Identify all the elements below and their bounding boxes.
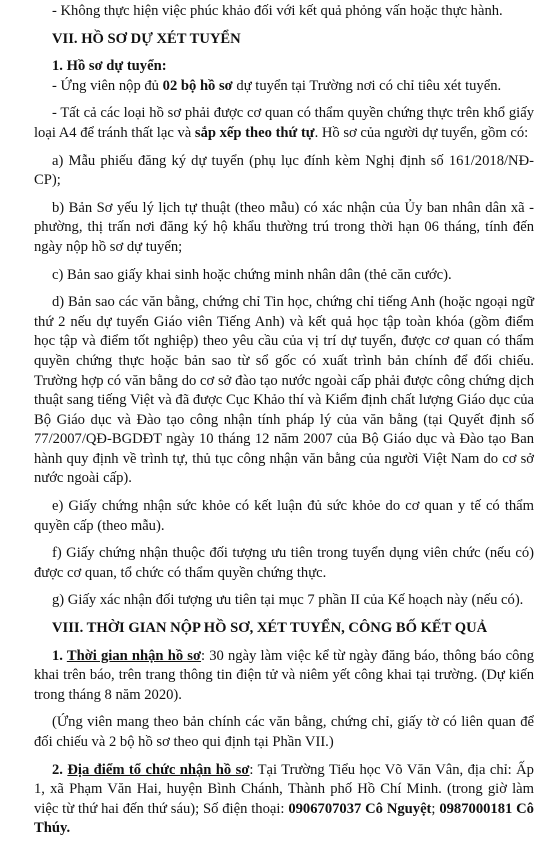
sub1-label: 1. Hồ sơ dự tuyển: [52, 58, 167, 75]
p1-number: 1. [52, 647, 67, 664]
p1-label: Thời gian nhận hồ sơ [66, 647, 202, 664]
contact-1: 0906707037 Cô Nguyệt [288, 800, 432, 817]
bold-count: 02 bộ hồ sơ [162, 77, 233, 94]
text-span: dự tuyển tại Trường nơi có chỉ tiêu xét tuyển. [232, 77, 502, 94]
paragraph-time [34, 647, 534, 706]
list-item-e: e) Giấy chứng nhận sức khỏe có kết luận đủ sức khỏe do cơ quan y tế có thẩm quyền cấp (theo mẫu). [34, 498, 534, 534]
p3-label: Địa điểm tổ chức nhận hồ sơ [67, 761, 250, 778]
section-7-subheading [34, 57, 534, 77]
text-span: . Hồ sơ của người dự tuyển, gồm có: [314, 124, 529, 141]
list-item-a: a) Mẫu phiếu đăng ký dự tuyển (phụ lục đính kèm Nghị định số 161/2018/NĐ-CP); [34, 152, 534, 189]
text-span: - Tất cả các loại hồ sơ phải được cơ quan có thẩm quyền chứng thực trên khổ giấy loại A4 để tránh thất lạc và [34, 105, 534, 141]
section-8-heading: VIII. THỜI GIAN NỘP HỒ SƠ, XÉT TUYỂN, CÔNG BỐ KẾT QUẢ [52, 620, 488, 637]
list-item-f: f) Giấy chứng nhận thuộc đối tượng ưu tiên trong tuyển dụng viên chức (nếu có) được cơ quan, tổ chức có thẩm quyền chứng thực. [34, 545, 534, 581]
bold-order: sắp xếp theo thứ tự [194, 124, 315, 141]
list-item-g: g) Giấy xác nhận đối tượng ưu tiên tại mục 7 phần II của Kế hoạch này (nếu có). [52, 592, 524, 609]
text-span: : Tại Trường Tiểu học Võ Văn Vân, địa chỉ: Ấp 1, xã Phạm Văn Hai, huyện Bình Chánh, Thành phố Hồ Chí Minh. (trong giờ làm việc từ thứ hai đến thứ sáu); Số điện thoại: [34, 761, 534, 817]
intro-line: - Không thực hiện việc phúc khảo đối với kết quả phỏng vấn hoặc thực hành. [52, 3, 503, 19]
paragraph-submit-count [34, 77, 534, 97]
list-item-d: d) Bản sao các văn bằng, chứng chỉ Tin học, chứng chỉ tiếng Anh (hoặc ngoại ngữ thứ 2 nếu dự tuyển Giáo viên Tiếng Anh) và kết quả học tập toàn khóa (gồm điểm học tập và điểm tốt nghiệp) theo yêu cầu của vị trí dự tuyển, được cơ quan có thẩm quyền chứng thực hoặc bản sao từ sổ gốc có xuất trình bản chính để đối chiếu. Trường hợp có văn bằng do cơ sở đào tạo nước ngoài cấp phải được công chứng dịch thuật sang tiếng Việt và đã được Cục Khảo thí và Kiểm định chất lượng Giáo dục của Bộ Giáo dục và Đào tạo công nhận tính pháp lý của văn bằng (tại Quyết định số 77/2007/QĐ-BGDĐT ngày 10 tháng 12 năm 2007 của Bộ Giáo dục và Đào tạo Ban hành quy định về trình tự, thủ tục công nhận văn bằng của người Việt Nam do cơ sở nước ngoài cấp). [34, 294, 534, 487]
paragraph-note: (Ứng viên mang theo bản chính các văn bằng, chứng chỉ, giấy tờ có liên quan để đối chiếu và 2 bộ hồ sơ theo qui định tại Phần VII.) [34, 714, 534, 750]
text-span: : 30 ngày làm việc kể từ ngày đăng báo, thông báo công khai trên báo, trên trang thông tin điện tử và niêm yết công khai tại trường. (Dự kiến trong tháng 8 năm 2020). [34, 647, 534, 703]
list-item-b: b) Bản Sơ yếu lý lịch tự thuật (theo mẫu) có xác nhận của Ủy ban nhân dân xã - phường, thị trấn nơi đăng ký hộ khẩu thường trú trong thời hạn 06 tháng, tính đến ngày nộp hồ sơ dự tuyển; [34, 199, 534, 255]
list-item-c: c) Bản sao giấy khai sinh hoặc chứng minh nhân dân (thẻ căn cước). [52, 266, 452, 283]
section-7-heading: VII. HỒ SƠ DỰ XÉT TUYỂN [52, 30, 241, 47]
text-span: ; [431, 800, 440, 817]
paragraph-location [34, 761, 534, 839]
paragraph-certification [34, 104, 534, 143]
p3-number: 2. [52, 761, 68, 778]
contact-2: 0987000181 Cô Thúy. [34, 800, 534, 837]
text-span: - Ứng viên nộp đủ [52, 77, 163, 94]
